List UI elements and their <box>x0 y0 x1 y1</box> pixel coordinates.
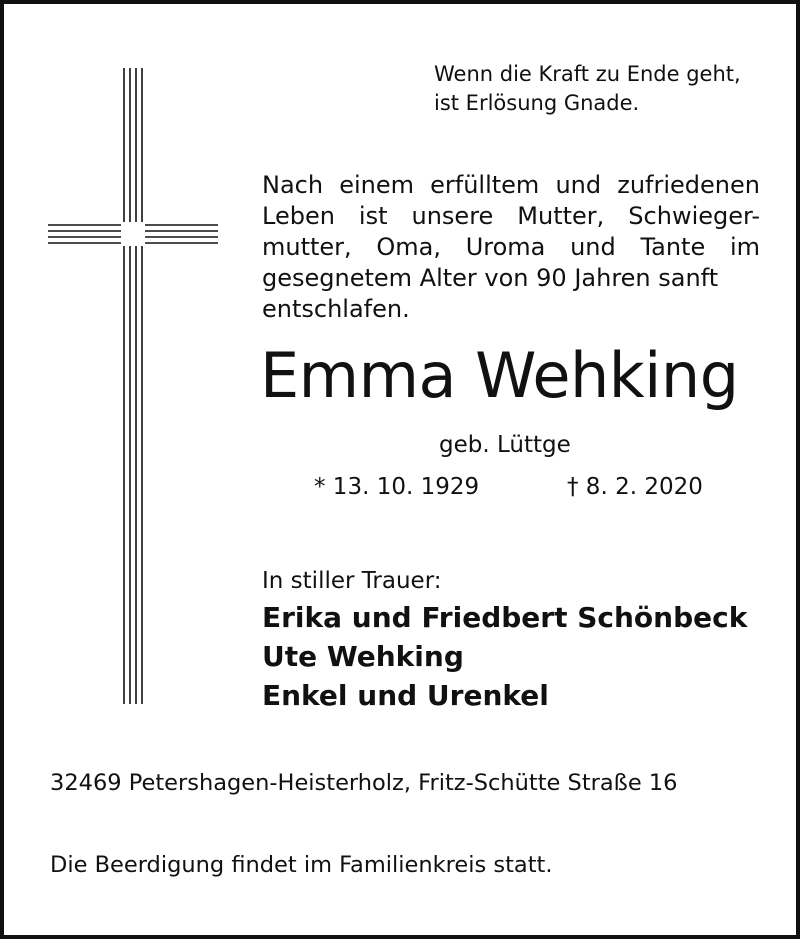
announcement-text: Nach einem erfülltem und zufriedenen Leben ist unsere Mutter, Schwieger-mutter, Oma, Uroma und Tante im gesegnetem Alter von 90 Jahren sanft <box>262 171 760 292</box>
announcement <box>262 170 760 325</box>
mourner-name: Erika und Friedbert Schönbeck <box>262 601 748 634</box>
mourner-name: Enkel und Urenkel <box>262 679 549 712</box>
announcement-last-line: entschlafen. <box>262 295 410 323</box>
mourning-intro: In stiller Trauer: <box>262 568 442 594</box>
address: 32469 Petershagen-Heisterholz, Fritz-Schütte Straße 16 <box>50 770 678 796</box>
mourner-name: Ute Wehking <box>262 640 464 673</box>
death-date: † 8. 2. 2020 <box>567 474 703 500</box>
birth-date: * 13. 10. 1929 <box>314 474 480 500</box>
cross-icon <box>48 68 218 704</box>
quote-line-1: Wenn die Kraft zu Ende geht, <box>434 62 741 86</box>
quote <box>434 60 774 118</box>
deceased-name: Emma Wehking <box>260 339 739 412</box>
quote-line-2: ist Erlösung Gnade. <box>434 91 640 115</box>
funeral-note: Die Beerdigung findet im Familienkreis statt. <box>50 852 553 878</box>
maiden-name: geb. Lüttge <box>439 432 571 458</box>
